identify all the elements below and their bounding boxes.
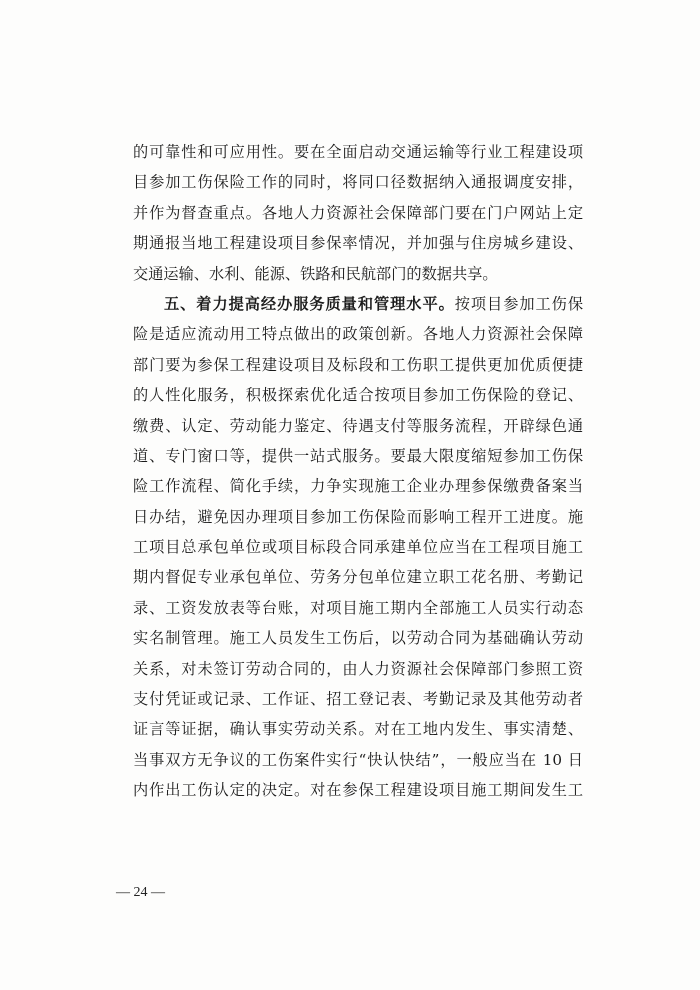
text-line: 部门要为参保工程建设项目及标段和工伤职工提供更加优质便捷 xyxy=(133,355,583,374)
text-line: 录、工资发放表等台账，对项目施工期内全部施工人员实行动态 xyxy=(133,598,583,617)
text-line: 险工作流程、简化手续，力争实现施工企业办理参保缴费备案当 xyxy=(133,477,583,496)
text-line: 当事双方无争议的工伤案件实行“快认快结”，一般应当在 10 日 xyxy=(133,750,583,769)
text-line: 证言等证据，确认事实劳动关系。对在工地内发生、事实清楚、 xyxy=(133,720,583,739)
text-line: 日办结，避免因办理项目参加工伤保险而影响工程开工进度。施 xyxy=(133,507,583,526)
body-text xyxy=(133,143,583,812)
text-line: 道、专门窗口等，提供一站式服务。要最大限度缩短参加工伤保 xyxy=(133,446,583,465)
section-five-first-line xyxy=(133,295,583,314)
text-line: 支付凭证或记录、工作证、招工登记表、考勤记录及其他劳动者 xyxy=(133,690,583,709)
text-line: 交通运输、水利、能源、铁路和民航部门的数据共享。 xyxy=(133,264,498,283)
text-line: 险是适应流动用工特点做出的政策创新。各地人力资源社会保障 xyxy=(133,325,583,344)
text-line: 实名制管理。施工人员发生工伤后，以劳动合同为基础确认劳动 xyxy=(133,629,583,648)
text-fragment: 按项目参加工伤保 xyxy=(454,294,584,313)
text-line: 的可靠性和可应用性。要在全面启动交通运输等行业工程建设项 xyxy=(133,143,583,161)
text-line: 期内督促专业承包单位、劳务分包单位建立职工花名册、考勤记 xyxy=(133,568,583,587)
text-line: 的人性化服务，积极探索优化适合按项目参加工伤保险的登记、 xyxy=(133,386,583,405)
text-line: 期通报当地工程建设项目参保率情况，并加强与住房城乡建设、 xyxy=(133,234,583,253)
text-line: 工项目总承包单位或项目标段合同承建单位应当在工程项目施工 xyxy=(133,538,583,557)
section-heading: 五、着力提高经办服务质量和管理水平。 xyxy=(164,294,455,313)
text-line: 并作为督查重点。各地人力资源社会保障部门要在门户网站上定 xyxy=(133,203,583,222)
text-line: 缴费、认定、劳动能力鉴定、待遇支付等服务流程，开辟绿色通 xyxy=(133,416,583,435)
text-line: 内作出工伤认定的决定。对在参保工程建设项目施工期间发生工 xyxy=(133,781,583,800)
page-number: — 24 — xyxy=(116,885,165,900)
text-line: 目参加工伤保险工作的同时，将同口径数据纳入通报调度安排， xyxy=(133,173,583,192)
text-line: 关系，对未签订劳动合同的，由人力资源社会保障部门参照工资 xyxy=(133,659,583,678)
